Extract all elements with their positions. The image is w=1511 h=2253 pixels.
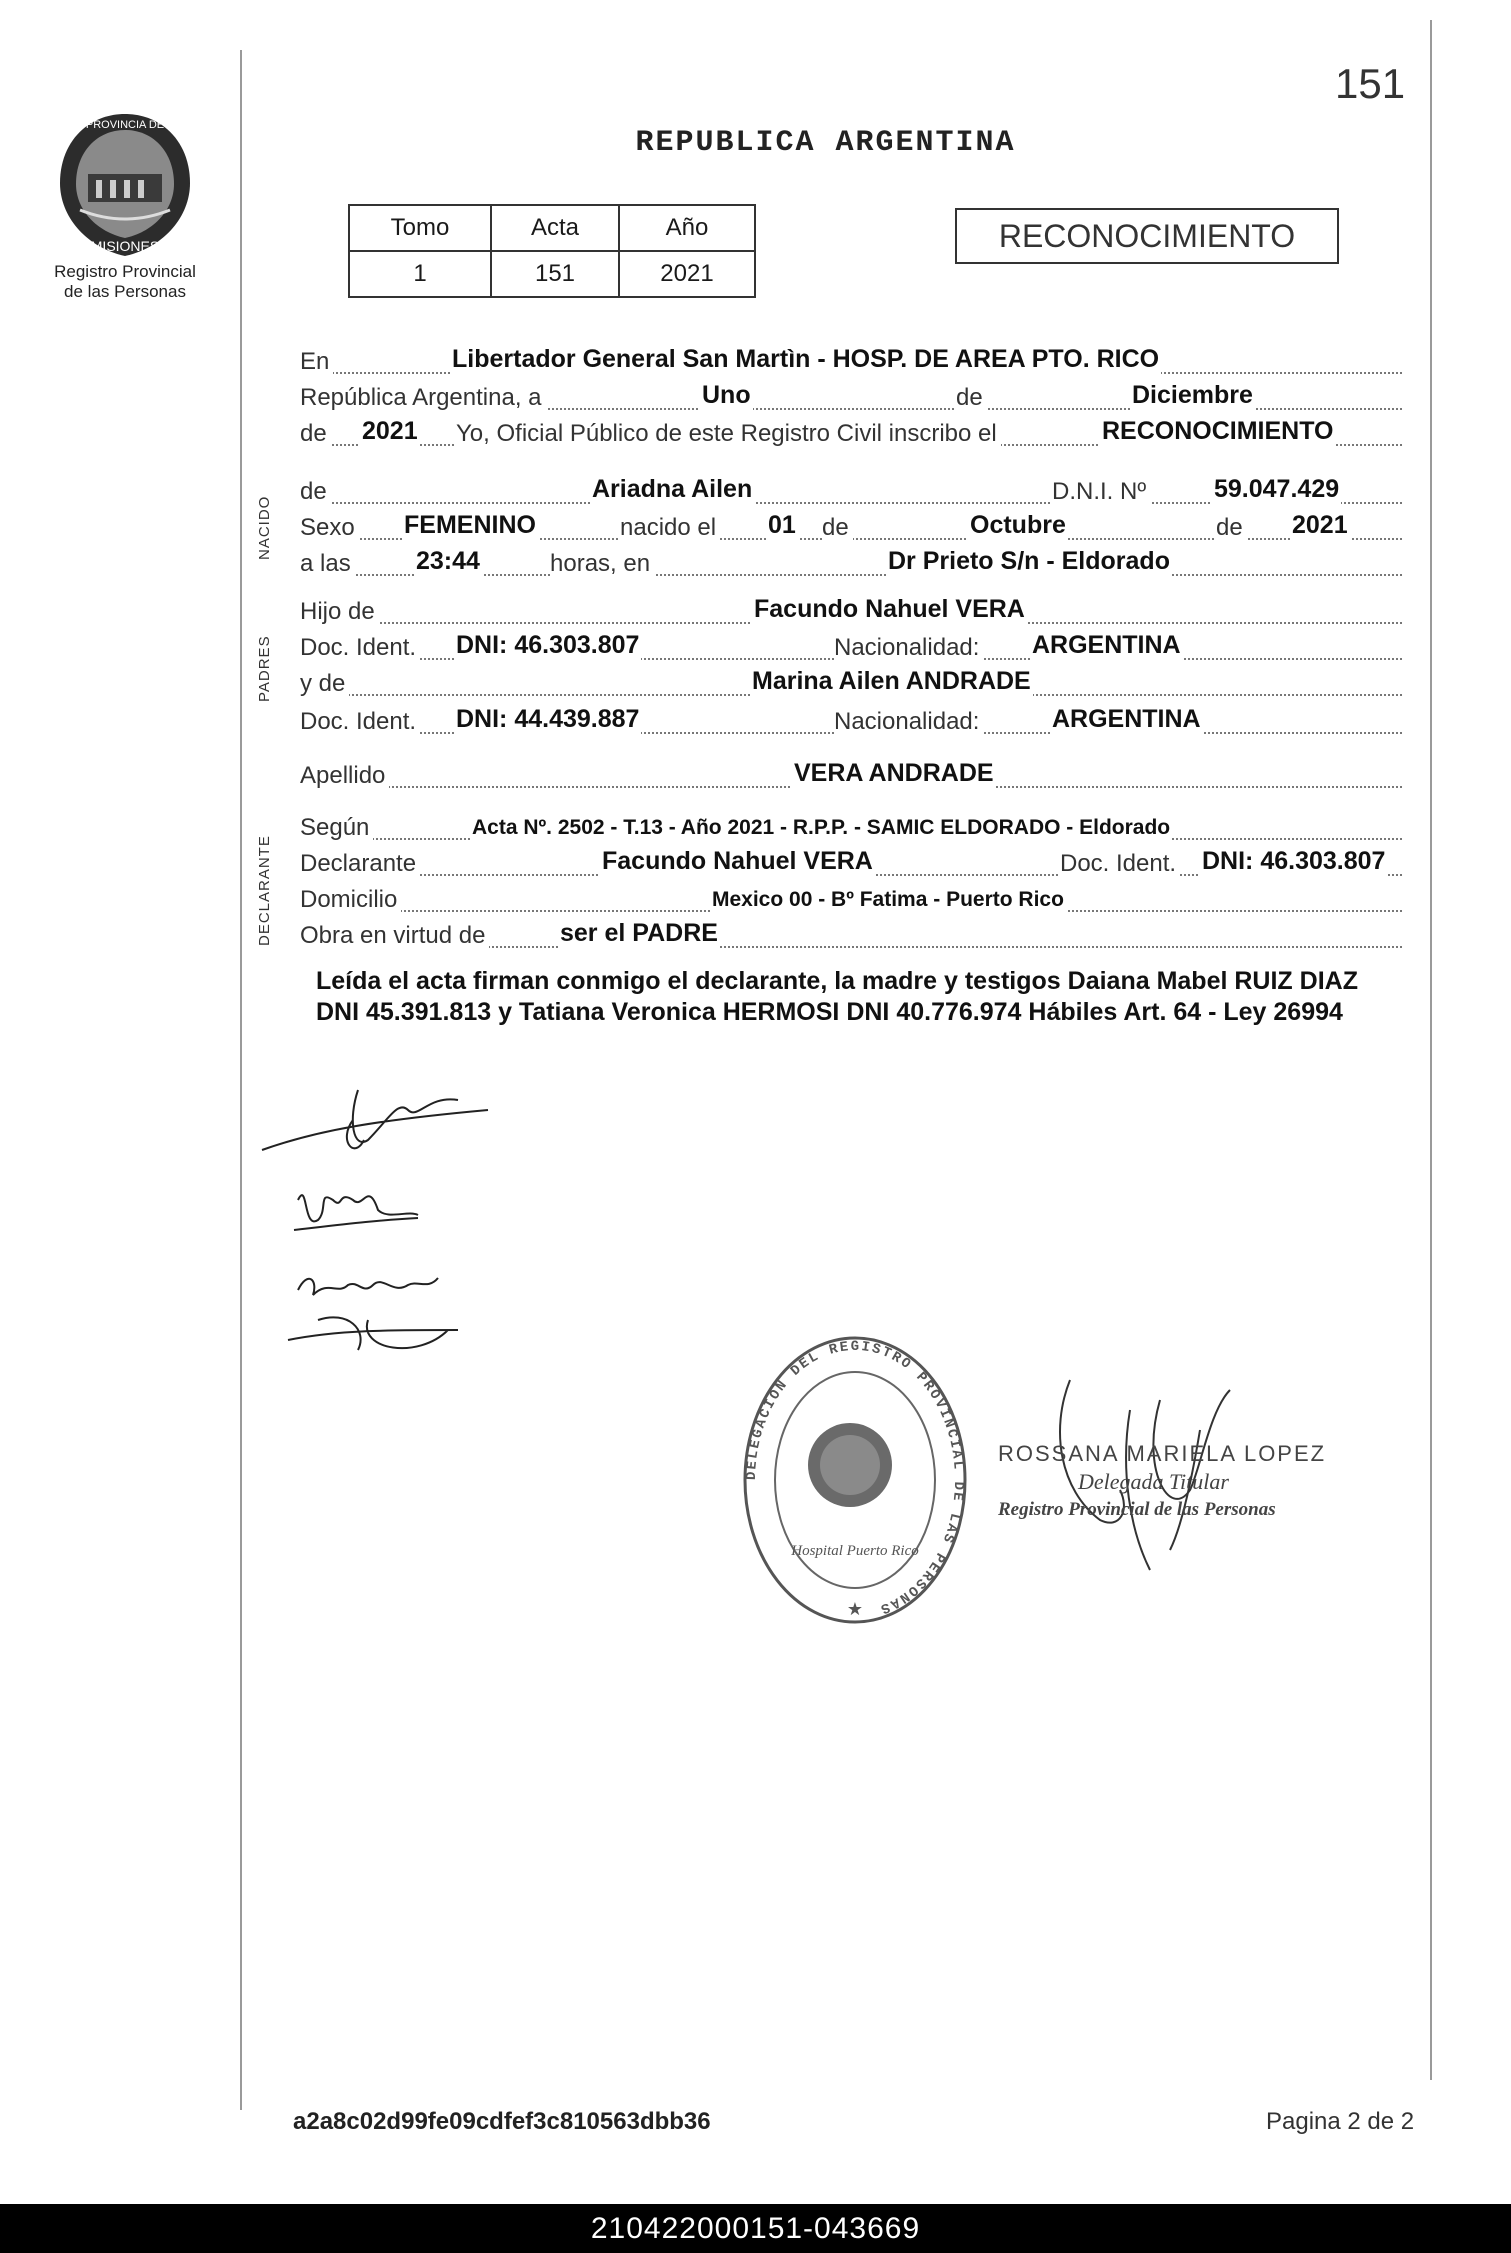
acta-header-acta: Acta (491, 205, 619, 251)
row-fecha (300, 380, 1402, 416)
value-sexo: FEMENINO (404, 511, 536, 539)
witness-signatures (258, 1080, 508, 1400)
acta-value-tomo: 1 (349, 251, 491, 297)
value-nac-dia: 01 (768, 511, 796, 539)
value-domicilio: Mexico 00 - Bº Fatima - Puerto Rico (712, 888, 1064, 911)
label-yo: Yo, Oficial Público de este Registro Civil inscribo el (456, 420, 1001, 448)
value-padre-doc: DNI: 46.303.807 (456, 631, 640, 659)
label-nac1: Nacionalidad: (834, 634, 983, 662)
acta-header-tomo: Tomo (349, 205, 491, 251)
registry-stamp (740, 1325, 970, 1635)
document-type-box: RECONOCIMIENTO (955, 208, 1339, 264)
left-margin-line (240, 50, 242, 2110)
value-hora: 23:44 (416, 547, 480, 575)
official-title: Delegada Titular (1078, 1469, 1229, 1494)
row-nombre (300, 474, 1402, 510)
row-apellido (300, 758, 1402, 794)
svg-text:PROVINCIA DE: PROVINCIA DE (85, 119, 165, 131)
row-obra (300, 918, 1402, 954)
row-lugar (300, 344, 1402, 380)
label-en: En (300, 348, 333, 376)
label-domicilio: Domicilio (300, 886, 401, 914)
label-alas: a las (300, 550, 355, 578)
row-madre-doc (300, 704, 1402, 740)
row-anio (300, 416, 1402, 452)
value-segun: Acta Nº. 2502 - T.13 - Año 2021 - R.P.P. - SAMIC ELDORADO - Eldorado (472, 816, 1171, 839)
footer-code: 210422000151-043669 (0, 2204, 1511, 2253)
label-declarante: Declarante (300, 850, 420, 878)
label-de2: de (300, 420, 331, 448)
value-declarante-doc: DNI: 46.303.807 (1202, 847, 1386, 875)
label-doc2: Doc. Ident. (300, 708, 420, 736)
value-tipo: RECONOCIMIENTO (1102, 417, 1334, 445)
label-yde: y de (300, 670, 349, 698)
value-nombre: Ariadna Ailen (592, 475, 753, 503)
row-sexo (300, 510, 1402, 546)
label-nacido: nacido el (620, 514, 720, 542)
value-dia: Uno (702, 381, 751, 409)
label-sexo: Sexo (300, 514, 359, 542)
value-mes: Diciembre (1132, 381, 1253, 409)
value-madre-doc: DNI: 44.439.887 (456, 705, 640, 733)
row-padre (300, 594, 1402, 630)
row-segun (300, 810, 1402, 846)
label-doc1: Doc. Ident. (300, 634, 420, 662)
label-de-name: de (300, 478, 331, 506)
value-declarante: Facundo Nahuel VERA (602, 847, 873, 875)
logo-caption-line1: Registro Provincial (54, 262, 196, 281)
value-obra: ser el PADRE (560, 919, 718, 947)
stamp-inner-text: Hospital Puerto Rico (791, 1543, 919, 1559)
label-de3: de (822, 514, 853, 542)
row-padre-doc (300, 630, 1402, 666)
value-padre: Facundo Nahuel VERA (754, 595, 1025, 623)
acta-table (348, 204, 756, 298)
label-nac2: Nacionalidad: (834, 708, 983, 736)
side-label-declarante: DECLARANTE (256, 835, 273, 946)
acta-value-acta: 151 (491, 251, 619, 297)
official-name: ROSSANA MARIELA LOPEZ (998, 1441, 1327, 1466)
value-padre-nac: ARGENTINA (1032, 631, 1181, 659)
page-indicator: Pagina 2 de 2 (1266, 2108, 1415, 2135)
logo-caption-line2: de las Personas (64, 282, 186, 301)
document-title: REPUBLICA ARGENTINA (635, 126, 1016, 160)
page-number: 151 (1335, 60, 1406, 107)
label-republica: República Argentina, a (300, 384, 546, 412)
value-nac-anio: 2021 (1292, 511, 1348, 539)
official-org: Registro Provincial de las Personas (998, 1499, 1276, 1520)
label-hijo: Hijo de (300, 598, 379, 626)
document-hash: a2a8c02d99fe09cdfef3c810563dbb36 (293, 2108, 711, 2135)
svg-text:MISIONES: MISIONES (90, 238, 160, 254)
label-de: de (956, 384, 987, 412)
side-label-padres: PADRES (256, 635, 273, 702)
side-label-nacido: NACIDO (256, 495, 273, 560)
value-dni: 59.047.429 (1214, 475, 1340, 503)
label-de4: de (1216, 514, 1247, 542)
closing-text: Leída el acta firman conmigo el declarante, la madre y testigos Daiana Mabel RUIZ DIAZ DNI 45.391.813 y Tatiana Veronica HERMOSI DNI 40.776.974 Hábiles Art. 64 - Ley 26994 (316, 967, 1358, 1026)
right-margin-line (1430, 20, 1432, 2080)
value-madre: Marina Ailen ANDRADE (752, 667, 1031, 695)
acta-value-anio: 2021 (619, 251, 755, 297)
label-apellido: Apellido (300, 762, 389, 790)
value-lugar: Libertador General San Martìn - HOSP. DE AREA PTO. RICO (452, 345, 1160, 373)
row-madre (300, 666, 1402, 702)
value-madre-nac: ARGENTINA (1052, 705, 1201, 733)
svg-text:★: ★ (846, 1599, 864, 1619)
value-lugar-nac: Dr Prieto S/n - Eldorado (888, 547, 1170, 575)
row-hora (300, 546, 1402, 582)
label-horas: horas, en (550, 550, 654, 578)
value-anio: 2021 (362, 417, 418, 445)
acta-header-anio: Año (619, 205, 755, 251)
official-block (998, 1440, 1326, 1524)
label-dni: D.N.I. Nº (1052, 478, 1150, 506)
label-doc3: Doc. Ident. (1060, 850, 1180, 878)
row-domicilio (300, 882, 1402, 918)
row-declarante (300, 846, 1402, 882)
value-nac-mes: Octubre (970, 511, 1066, 539)
value-apellido: VERA ANDRADE (794, 759, 994, 787)
stamp-ring-text: DELEGACION DEL REGISTRO PROVINCIAL DE LAS PERSONAS (743, 1338, 967, 1617)
logo-caption (30, 262, 220, 302)
label-obra: Obra en virtud de (300, 922, 489, 950)
label-segun: Según (300, 814, 373, 842)
